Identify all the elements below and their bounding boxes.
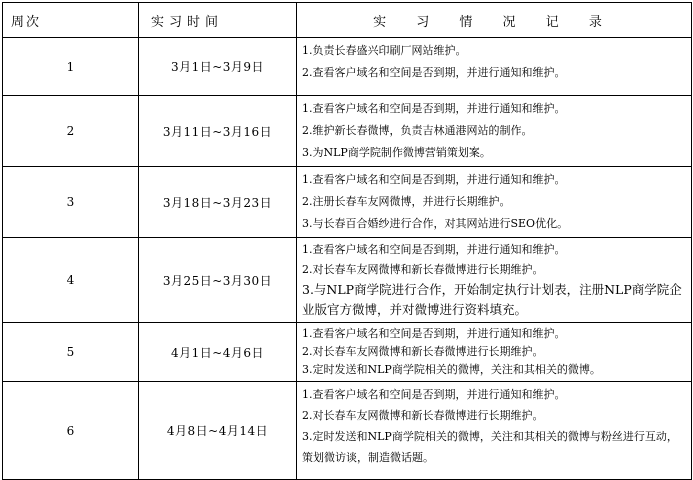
week-number: 2 — [3, 96, 139, 167]
period-range: 3月1日~3月9日 — [139, 38, 297, 96]
record-line: 1.查看客户域名和空间是否到期，并进行通知和维护。 — [302, 102, 566, 115]
table-row — [3, 96, 692, 167]
week-number: 6 — [3, 382, 139, 480]
period-range: 3月18日~3月23日 — [139, 167, 297, 238]
period-range: 4月1日~4月6日 — [139, 323, 297, 382]
record-line: 1.负责长春盛兴印刷厂网站维护。 — [302, 44, 467, 57]
table-row — [3, 167, 692, 238]
period-range: 3月11日~3月16日 — [139, 96, 297, 167]
header-period: 实习时间 — [139, 3, 297, 38]
table-row — [3, 238, 692, 323]
record-line: 2.对长春车友网微博和新长春微博进行长期维护。 — [302, 263, 544, 276]
record-line: 2.查看客户域名和空间是否到期，并进行通知和维护。 — [302, 66, 566, 79]
week-number: 3 — [3, 167, 139, 238]
internship-record-table — [2, 2, 692, 480]
record-line: 3.定时发送和NLP商学院相关的微博，关注和其相关的微博与粉丝进行互动，策划微访谈，制造微话题。 — [302, 430, 678, 464]
period-range: 3月25日~3月30日 — [139, 238, 297, 323]
table-row — [3, 382, 692, 480]
week-number: 1 — [3, 38, 139, 96]
week-number: 4 — [3, 238, 139, 323]
record-line: 3.定时发送和NLP商学院相关的微博，关注和其相关的微博。 — [302, 363, 601, 376]
record-line: 3.为NLP商学院制作微博营销策划案。 — [302, 146, 491, 159]
record-line: 3.与NLP商学院进行合作，开始制定执行计划表，注册NLP商学院企业版官方微博，并对微博进行资料填充。 — [302, 282, 682, 317]
table-row — [3, 38, 692, 96]
table-header-row — [3, 3, 692, 38]
record-cell — [297, 38, 692, 96]
header-records: 实 习 情 况 记 录 — [297, 3, 692, 38]
record-cell — [297, 96, 692, 167]
record-line: 3.与长春百合婚纱进行合作，对其网站进行SEO优化。 — [302, 217, 569, 230]
record-line: 2.对长春车友网微博和新长春微博进行长期维护。 — [302, 345, 544, 358]
period-range: 4月8日~4月14日 — [139, 382, 297, 480]
record-line: 1.查看客户域名和空间是否到期，并进行通知和维护。 — [302, 327, 566, 340]
record-cell — [297, 323, 692, 382]
record-cell — [297, 238, 692, 323]
record-line: 1.查看客户域名和空间是否到期，并进行通知和维护。 — [302, 173, 566, 186]
table-row — [3, 323, 692, 382]
record-line: 1.查看客户域名和空间是否到期，并进行通知和维护。 — [302, 388, 566, 401]
record-cell — [297, 382, 692, 480]
record-line: 2.注册长春车友网微博，并进行长期维护。 — [302, 195, 511, 208]
record-line: 2.维护新长春微博，负责吉林通港网站的制作。 — [302, 124, 533, 137]
record-line: 1.查看客户域名和空间是否到期，并进行通知和维护。 — [302, 243, 566, 256]
week-number: 5 — [3, 323, 139, 382]
record-cell — [297, 167, 692, 238]
header-week: 周次 — [3, 3, 139, 38]
record-line: 2.对长春车友网微博和新长春微博进行长期维护。 — [302, 409, 544, 422]
